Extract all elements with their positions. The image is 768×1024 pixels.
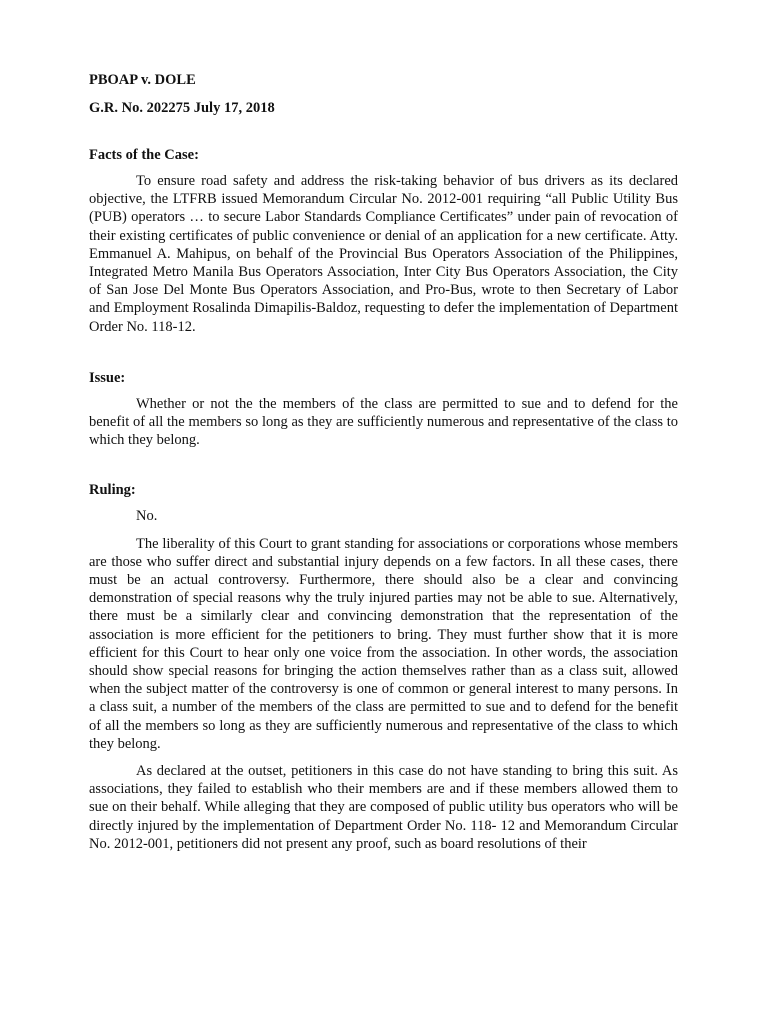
case-title: PBOAP v. DOLE bbox=[89, 72, 196, 88]
issue-section bbox=[89, 368, 678, 450]
document-page bbox=[89, 70, 678, 853]
ruling-paragraph: The liberality of this Court to grant standing for associations or corporations whose members are those who suffer direct and substantial injury depends on a few factors. In all these cases, there must be an actual controversy. Furthermore, there should also be a clear and convincing demonstration of special reasons why the truly injured parties may not be able to sue. Alternatively, there must be a similarly clear and convincing demonstration that the representation of the association is more efficient for the petitioners to bring. They must further show that it is more efficient for this Court to hear only one voice from the association. In other words, the association should show special reasons for bringing the action themselves rather than as a class suit, allowed when the subject matter of the controversy is one of common or general interest to many persons. In a class suit, a number of the members of the class are permitted to sue and to defend for the benefit of all the members so long as they are sufficiently numerous and representative of the class to which they belong. bbox=[89, 535, 678, 752]
case-citation: G.R. No. 202275 July 17, 2018 bbox=[89, 100, 275, 116]
facts-section bbox=[89, 145, 678, 336]
facts-heading: Facts of the Case: bbox=[89, 147, 199, 163]
issue-heading: Issue: bbox=[89, 369, 126, 386]
ruling-section bbox=[89, 480, 678, 853]
facts-paragraph: To ensure road safety and address the risk-taking behavior of bus drivers as its declared objective, the LTFRB issued Memorandum Circular No. 2012-001 requiring “all Public Utility Bus (PUB) operators … to secure Labor Standards Compliance Certificates” under pain of revocation of their existing certificates of public convenience or denial of an application for a new certificate. Atty. Emmanuel A. Mahipus, on behalf of the Provincial Bus Operators Association of the Philippines, Integrated Metro Manila Bus Operators Association, Inter City Bus Operators Association, the City of San Jose Del Monte Bus Operators Association, and Pro-Bus, wrote to then Secretary of Labor and Employment Rosalinda Dimapilis-Baldoz, requesting to defer the implementation of Department Order No. 118-12. bbox=[89, 173, 678, 335]
ruling-paragraph: As declared at the outset, petitioners in this case do not have standing to bring this suit. As associations, they failed to establish who their members are and if these members allowed them to sue on their behalf. While alleging that they are composed of public utility bus operators who will be directly injured by the implementation of Department Order No. 118- 12 and Memorandum Circular No. 2012-001, petitioners did not present any proof, such as board resolutions of their bbox=[89, 763, 678, 852]
ruling-answer: No. bbox=[136, 508, 158, 525]
issue-paragraph: Whether or not the the members of the class are permitted to sue and to defend for the benefit of all the members so long as they are sufficiently numerous and representative of the class to which they belong. bbox=[89, 395, 678, 449]
ruling-heading: Ruling: bbox=[89, 482, 136, 499]
